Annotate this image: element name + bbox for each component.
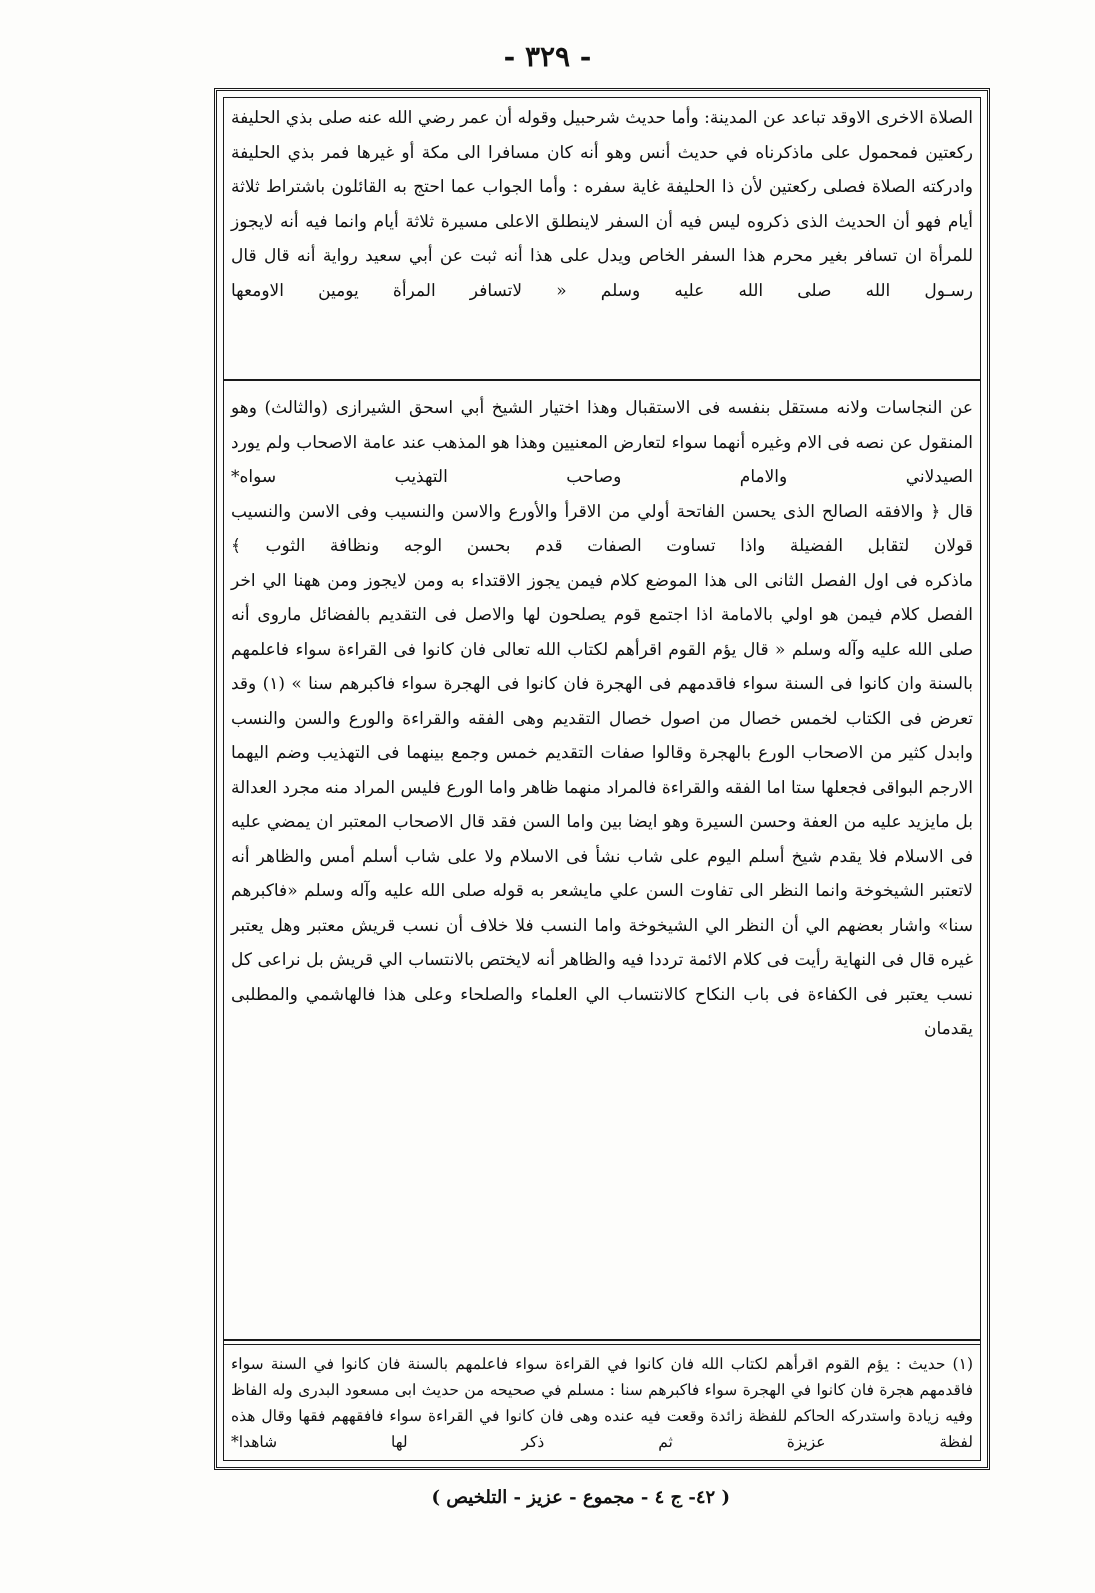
section-divider xyxy=(223,379,981,381)
page-number: - ٣٢٩ - xyxy=(503,40,592,73)
footnote-divider xyxy=(223,1339,981,1341)
footnote-text: (١) حديث : يؤم القوم اقرأهم لكتاب الله فان كانوا في القراءة سواء فاعلمهم بالسنة فان كانوا في السنة سواء فاقدمهم هجرة فان كانوا في الهجرة سواء فاكبرهم سنا : مسلم في صحيحه من حديث ابى مسعود البدرى وله الفاظ وفيه زيادة واستدركه الحاكم للفظة زائدة وقعت فيه عنده وهى فان كانوا في القراءة سواء فافقههم فقها وقال هذه لفظة عزيزة ثم ذكر لها شاهدا* xyxy=(231,1355,973,1451)
commentary-paragraph: ماذكره فى اول الفصل الثانى الى هذا الموضع كلام فيمن يجوز الاقتداء به ومن لايجوز ومن ههنا الي اخر الفصل كلام فيمن هو اولي بالامامة اذا اجتمع قوم يصلحون لها والاصل فى التقديم بالفضائل ماروى أنه صلى الله عليه وآله وسلم « قال يؤم القوم اقرأهم لكتاب الله تعالى فان كانوا فى القراءة سواء فاعلمهم بالسنة وان كانوا فى السنة سواء فاقدمهم فى الهجرة فان كانوا فى الهجرة سواء فاكبرهم سنا » (١) وقد تعرض فى الكتاب لخمس خصال من اصول خصال التقديم وهى الفقه والقراءة والورع والسن والنسب وابدل كثير من الاصحاب الورع بالهجرة وقالوا صفات التقديم خمس وجمع بينهما فى التهذيب وضم اليهما الارجم البواقى فجعلها ستا اما الفقه والقراءة فالمراد منهما ظاهر واما الورع فليس المراد منه مجرد العدالة بل مايزيد عليه من العفة وحسن السيرة وهو ايضا بين واما السن فقد قال الاصحاب المعتبر ان يمضي عليه فى الاسلام فلا يقدم شيخ أسلم اليوم على شاب نشأ فى الاسلام ولا على شاب أسلم أمس والظاهر أنه لاتعتبر الشيخوخة وانما النظر الى تفاوت السن علي مايشعر به قوله صلى الله عليه وآله وسلم «فاكبرهم سنا» واشار بعضهم الي أن النظر الي الشيخوخة واما النسب فلا خلاف أن نسب قريش معتبر وهل يعتبر غيره قال فى النهاية رأيت فى كلام الائمة ترددا فيه والظاهر أنه لايختص بالانتساب الي قريش بل نراعى كل نسب يعتبر فى الكفاءة فى باب النكاح كالانتساب الي العلماء والصلحاء وعلى هذا فالهاشمي والمطلبى يقدمان xyxy=(231,570,973,1039)
footnote-section xyxy=(231,1351,973,1461)
main-text: الصلاة الاخرى الاوقد تباعد عن المدينة: وأما حديث شرحبيل وقوله أن عمر رضي الله عنه صلى بذي الحليفة ركعتين فمحمول على ماذكرناه في حديث أنس وهو أنه كان مسافرا الى مكة أو غيرها فمر بذي الحليفة وادركته الصلاة فصلى ركعتين لأن ذا الحليفة غاية سفره : وأما الجواب عما احتج به القائلون باشتراط ثلاثة أيام فهو أن الحديث الذى ذكروه ليس فيه أن السفر لاينطلق الاعلى مسيرة ثلاثة أيام وانما فيه أنه لايجوز للمرأة ان تسافر بغير محرم هذا السفر الخاص ويدل على هذا أنه ثبت عن أبي سعيد رواية أنه قال قال رسـول الله صلى الله عليه وسلم « لاتسافر المرأة يومين الاومعها xyxy=(231,108,973,301)
commentary-paragraph: عن النجاسات ولانه مستقل بنفسه فى الاستقبال وهذا اختيار الشيخ أبي اسحق الشيرازى (والثالث) وهو المنقول عن نصه فى الام وغيره أنهما سواء لتعارض المعنيين وهذا هو المذهب عند عامة الاصحاب ولم يورد الصيدلاني والامام وصاحب التهذيب سواه* xyxy=(231,398,973,487)
text-frame xyxy=(214,88,990,1470)
footnote-divider-thin xyxy=(223,1344,981,1345)
main-text-section xyxy=(231,101,973,371)
quoted-matn-paragraph: قال ﴿ والافقه الصالح الذى يحسن الفاتحة أولي من الاقرأ والأورع والاسن والنسيب وفى الاسن والنسيب قولان لتقابل الفضيلة واذا تساوت الصفات قدم بحسن الوجه ونظافة الثوب ﴾ xyxy=(231,501,973,556)
page-footer: ( ٤٢- ج ٤ - مجموع - عزيز - التلخيص ) xyxy=(431,1487,730,1508)
commentary-section xyxy=(231,391,973,1336)
